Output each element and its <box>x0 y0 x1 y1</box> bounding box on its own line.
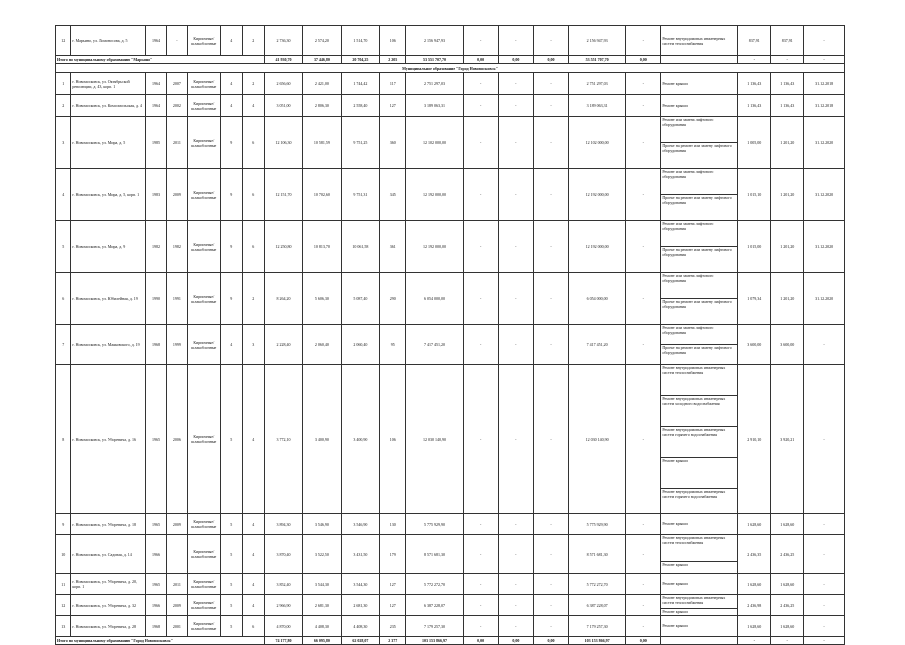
housing-repair-table <box>55 25 845 645</box>
work-type: Проект на ремонт или замену лифтового оборудования <box>662 247 732 257</box>
work-type: Проект на ремонт или замену лифтового оборудования <box>662 195 732 205</box>
work-type: Ремонт внутридомовых инженерных систем горячего водоснабжения <box>661 427 737 458</box>
table-row: 6 г. Новомосковск, ул. Юбилейная, д. 19 1990 1991 Кирпичные/ шлакоблочные 9 2 8 264,20 5 606,30 5 087,40 290 6 054 000,00 - - - 6 054 000,00 - Ремонт или замена лифтового оборудования Проект на ремонт или замену лифтового оборудования 1 079,34 1 201,20 31.12.2020 <box>56 273 845 325</box>
table-row: 7 г. Новомосковск, ул. Маяковского, д. 19 1968 1999 Кирпичные/ шлакоблочные 4 3 2 228,40 2 060,40 2 060,40 95 7 417 451,20 - - - 7 417 451,20 - Ремонт или замена лифтового оборудования Проект на ремонт или замену лифтового оборудования 3 600,00 3 600,00 - <box>56 325 845 365</box>
table-row: 12 г. Марьино, ул. Ломоносова, д. 5 1964 - Кирпичные/ шлакоблочные 4 2 2 736,30 2 574,20 1 514,70 106 2 156 947,93 - - - 2 156 947,93 - Ремонт внутридомовых инженерных систем теплоснабжения 837,91 837,91 - <box>56 26 845 56</box>
work-type: Ремонт крыши <box>661 458 737 489</box>
work-types-cell <box>661 574 738 595</box>
work-types-cell <box>661 117 738 169</box>
work-type: Ремонт крыши <box>662 623 688 628</box>
table-row: 1 г. Новомосковск, ул. Октябрьской революции, д. 43, корп. 1 1964 2007 Кирпичные/ шлакоблочные 4 2 2 656,60 2 421,00 1 744,42 117 2 751 297,03 - - - 2 751 297,03 - Ремонт крыши 1 136,43 1 136,43 31.12.2018 <box>56 73 845 95</box>
table-row: 10 г. Новомосковск, ул. Садовая, д. 14 1966 Кирпичные/ шлакоблочные 5 4 3 870,40 3 522,50 3 431,50 179 8 571 681,30 - - - 8 571 681,30 - Ремонт внутридомовых инженерных систем теплоснабжения Ремонт крыши 2 436,35 2 436,25 - <box>56 535 845 574</box>
work-type: Ремонт крыши <box>662 562 688 567</box>
section-header: Муниципальное образование "Город Новомосковск" <box>56 64 845 73</box>
document-sheet <box>55 25 845 645</box>
work-types-cell <box>661 169 738 221</box>
work-types-cell <box>661 273 738 325</box>
work-type: Ремонт крыши <box>662 103 688 108</box>
work-type: Ремонт внутридомовых инженерных систем горячего водоснабжения <box>662 489 726 499</box>
work-types-cell <box>661 616 738 637</box>
work-type: Ремонт крыши <box>662 81 688 86</box>
work-type: Ремонт внутридомовых инженерных систем теплоснабжения <box>661 535 737 562</box>
work-types-cell <box>661 325 738 365</box>
work-types-cell <box>661 365 738 514</box>
table-row: 13 г. Новомосковск, ул. Уборевича, д. 28 1968 2001 Кирпичные/ шлакоблочные 5 6 4 870,00 4 408,30 4 408,30 235 7 179 257,30 - - - 7 179 257,30 - Ремонт крыши 1 628,60 1 628,60 - <box>56 616 845 637</box>
work-types-cell <box>661 514 738 535</box>
total-row-novomoskovsk: Итого по муниципальному образованию "Город Новомосковск" 74 177,80 66 095,80 62 028,07 2 377 103 153 866,97 0,00 0,00 0,00 103 153 866,97 0,00 - - - <box>56 637 845 645</box>
work-types-cell <box>661 221 738 273</box>
work-types-cell <box>661 595 738 616</box>
table-row: 3 г. Новомосковск, ул. Мира, д. 5 1985 2011 Кирпичные/ шлакоблочные 9 6 12 106,30 10 581,59 9 751,25 360 12 102 000,00 - - - 12 102 000,00 - Ремонт или замена лифтового оборудования Проект на ремонт или замену лифтового оборудования 1 005,00 1 201,20 31.12.2020 <box>56 117 845 169</box>
work-type: Ремонт или замена лифтового оборудования <box>661 221 737 247</box>
table-row: 4 г. Новомосковск, ул. Мира, д. 5, корп. 1 1983 2009 Кирпичные/ шлакоблочные 9 6 12 151,70 10 702,60 9 751,31 345 12 192 000,00 - - - 12 192 000,00 - Ремонт или замена лифтового оборудования Проект на ремонт или замену лифтового оборудования 1 015,10 1 201,20 31.12.2020 <box>56 169 845 221</box>
table-row: 12 г. Новомосковск, ул. Уборевича, д. 32 1966 2009 Кирпичные/ шлакоблочные 5 4 2 966,90 2 681,30 2 681,30 127 6 387 228,07 - - - 6 387 228,07 - Ремонт внутридомовых инженерных систем теплоснабжения Ремонт крыши 2 436,98 2 436,25 - <box>56 595 845 616</box>
work-type: Проект на ремонт или замену лифтового оборудования <box>662 143 732 153</box>
total-row-marino: Итого по муниципальному образованию "Марьино" 41 930,70 37 446,80 20 704,25 2 205 53 551 707,70 0,00 0,00 0,00 53 551 707,70 0,00 - - - <box>56 56 845 64</box>
work-type: Ремонт внутридомовых инженерных систем теплоснабжения <box>661 365 737 396</box>
table-row: 8 г. Новомосковск, ул. Уборевича, д. 16 1965 2006 Кирпичные/ шлакоблочные 5 4 3 772,10 3 400,90 3 400,90 106 12 030 140,90 - - - 12 030 140,90 - Ремонт внутридомовых инженерных систем теплоснабжения Ремонт внутридомовых инженерных систем холодного водоснабжения Ремонт внутридомовых инженерных систем горячего водоснабжения Ремонт крыши Ремонт внутридомовых инженерных систем горячего водоснабжения 2 910,10 3 920,21 - <box>56 365 845 514</box>
work-type: Ремонт внутридомовых инженерных систем теплоснабжения <box>661 595 737 609</box>
table-row: 5 г. Новомосковск, ул. Мира, д. 9 1982 1982 Кирпичные/ шлакоблочные 9 6 12 250,80 10 813,70 10 061,58 361 12 192 000,00 - - - 12 192 000,00 - Ремонт или замена лифтового оборудования Проект на ремонт или замену лифтового оборудования 1 015,00 1 201,20 31.12.2020 <box>56 221 845 273</box>
work-types-cell <box>661 95 738 117</box>
work-types-cell <box>661 535 738 574</box>
work-type: Ремонт крыши <box>662 581 688 586</box>
work-type: Ремонт внутридомовых инженерных систем холодного водоснабжения <box>661 396 737 427</box>
work-type: Проект на ремонт или замену лифтового оборудования <box>662 345 732 355</box>
work-type: Ремонт или замена лифтового оборудования <box>661 273 737 299</box>
table-row: 9 г. Новомосковск, ул. Уборевича, д. 18 1965 2009 Кирпичные/ шлакоблочные 5 4 3 894,30 3 546,90 3 546,90 130 5 775 929,90 - - - 5 775 929,90 - Ремонт крыши 1 628,60 1 628,60 - <box>56 514 845 535</box>
work-types-cell <box>661 73 738 95</box>
work-type: Ремонт крыши <box>662 521 688 526</box>
work-type: Проект на ремонт или замену лифтового оборудования <box>662 299 732 309</box>
work-type: Ремонт или замена лифтового оборудования <box>661 325 737 345</box>
work-type: Ремонт крыши <box>662 609 688 614</box>
work-type: Ремонт или замена лифтового оборудования <box>661 169 737 195</box>
work-type: Ремонт или замена лифтового оборудования <box>661 117 737 143</box>
table-row: 2 г. Новомосковск, ул. Комсомольская, д. 4 1964 2002 Кирпичные/ шлакоблочные 4 4 3 051,00 2 806,30 2 558,40 127 3 189 063,31 - - - 3 189 063,31 - Ремонт крыши 1 136,43 1 136,43 31.12.2018 <box>56 95 845 117</box>
table-row: 11 г. Новомосковск, ул. Уборевича, д. 20, корп. 1 1965 2011 Кирпичные/ шлакоблочные 5 4 3 852,40 3 544,30 3 544,30 127 5 772 272,70 - - - 5 772 272,70 - Ремонт крыши 1 628,60 1 628,60 - <box>56 574 845 595</box>
